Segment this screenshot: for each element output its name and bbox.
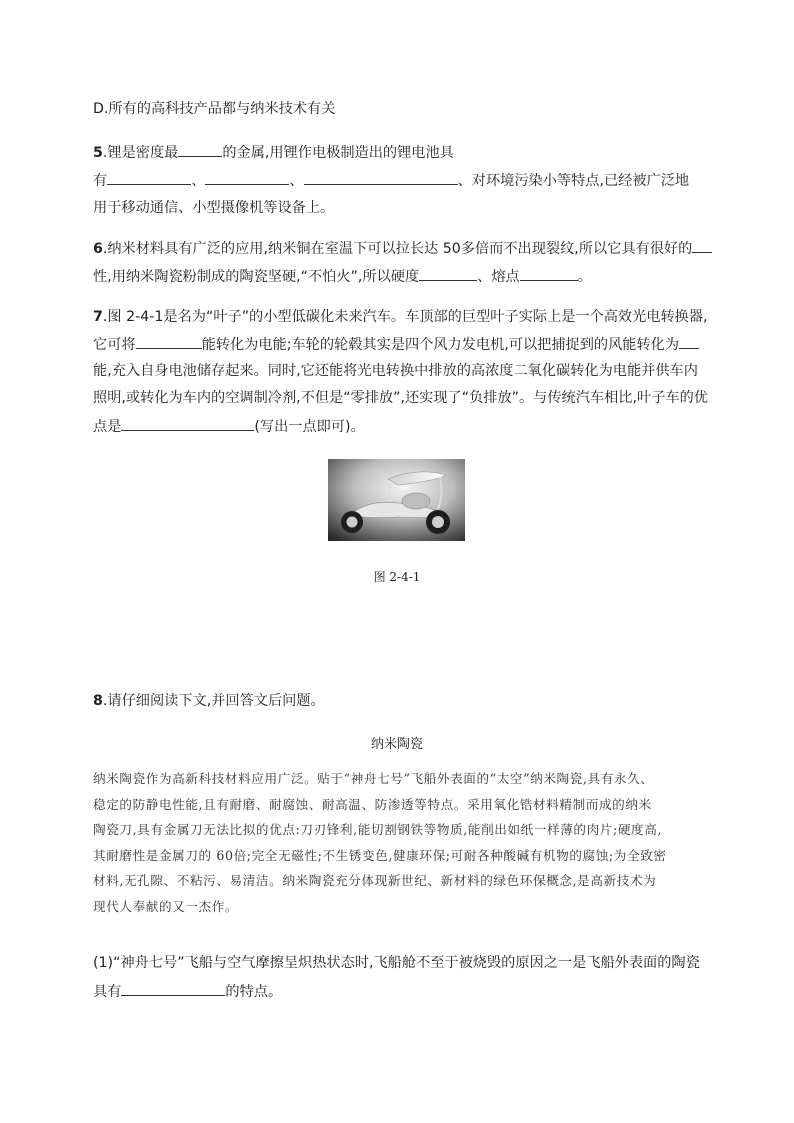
article-line: 陶瓷刀,具有金属刀无法比拟的优点:刀刃锋利,能切割钢铁等物质,能削出如纸一样薄的肉片;硬度高,	[93, 822, 663, 837]
q5-line-1	[93, 142, 454, 163]
q5-line-3: 用于移动通信、小型摄像机等设备上。	[93, 200, 335, 216]
q7-line-1	[93, 307, 708, 327]
q5-blank-3[interactable]	[205, 170, 289, 185]
q7-text-b: 它可将	[93, 337, 136, 353]
q5-text-b: 的金属,用锂作电极制造出的锂电池具	[222, 145, 454, 161]
figure-caption: 图 2-4-1	[373, 570, 421, 584]
q8-sub1-blank[interactable]	[121, 981, 225, 996]
q7-text-c: 能转化为电能;车轮的轮毂其实是四个风力发电机,可以把捕捉到的风能转化为	[201, 337, 680, 353]
q6-blank-2[interactable]	[419, 266, 477, 281]
q7-line-4: 照明,或转化为车内的空调制冷剂,不但是“零排放”,还实现了“负排放”。与传统汽车相比,叶子车的优	[93, 390, 708, 406]
q4-option-d: D.所有的高科技产品都与纳米技术有关	[93, 101, 336, 117]
q6-number: 6	[93, 241, 103, 257]
article-line: 其耐磨性是金属刀的 60倍;完全无磁性;不生锈变色,健康环保;可耐各种酸碱有机物的腐蚀;为全致密	[93, 847, 667, 863]
article-line: 纳米陶瓷作为高新科技材料应用广泛。贴于“神舟七号”飞船外表面的“太空”纳米陶瓷,具有永久、	[93, 771, 654, 786]
q8-sub1-text-b: 的特点。	[225, 984, 283, 1000]
article-line: 现代人奉献的又一杰作。	[93, 898, 239, 914]
q7-number: 7	[93, 309, 103, 325]
article-line: 稳定的防静电性能,且有耐磨、耐腐蚀、耐高温、防渗透等特点。采用氧化锆材料精制而成的纳米	[93, 796, 652, 812]
q5-sep-2: 、	[289, 173, 304, 189]
article-body	[93, 766, 705, 919]
q6-text-a: .纳米材料具有广泛的应用,纳米铜在室温下可以拉长达 50多倍而不出现裂纹,所以它具有很好的	[102, 241, 693, 257]
q8-number: 8	[93, 693, 103, 709]
q7-text-e: (写出一点即可)。	[254, 419, 365, 435]
q7-line-3: 能,充入自身电池储存起来。同时,它还能将光电转换中排放的高浓度二氧化碳转化为电能并供车内	[93, 363, 698, 379]
q5-blank-4[interactable]	[304, 170, 458, 185]
q7-line-2	[93, 334, 699, 355]
q6-text-c: 、熔点	[477, 269, 520, 285]
q8-sub1-line-2	[93, 981, 282, 1002]
q6-blank-1[interactable]	[692, 238, 712, 253]
q5-text-d: 、对环境污染小等特点,已经被广泛地	[457, 173, 690, 189]
q8-sub1-text-a: 具有	[93, 984, 122, 1000]
q6-line-1	[93, 238, 712, 259]
q5-blank-1[interactable]	[178, 142, 222, 157]
q7-text-a: .图 2-4-1是名为“叶子”的小型低碳化未来汽车。车顶部的巨型叶子实际上是一个高效光电转换器,	[102, 309, 708, 325]
q7-blank-3[interactable]	[121, 416, 254, 431]
q5-text-a: .锂是密度最	[102, 145, 179, 161]
article-line: 材料,无孔隙、不粘污、易清洁。纳米陶瓷充分体现新世纪、新材料的绿色环保概念,是高新技术为	[93, 873, 657, 888]
q6-text-b: 性,用纳米陶瓷粉制成的陶瓷坚硬,“不怕火”,所以硬度	[93, 269, 420, 285]
q7-blank-2[interactable]	[679, 334, 699, 349]
q8-text: .请仔细阅读下文,并回答文后问题。	[102, 693, 325, 709]
article-title: 纳米陶瓷	[370, 737, 423, 752]
q5-blank-2[interactable]	[107, 170, 191, 185]
q5-sep-1: 、	[191, 173, 206, 189]
q5-text-c: 有	[93, 173, 108, 189]
q5-line-2	[93, 170, 689, 191]
q6-line-2	[93, 266, 592, 287]
q6-text-d: 。	[577, 269, 592, 285]
q8-sub1-line-1: (1)“神舟七号”飞船与空气摩擦呈炽热状态时,飞船舱不至于被烧毁的原因之一是飞船外表面的陶瓷	[93, 955, 700, 971]
q7-text-d: 点是	[93, 419, 122, 435]
leaf-car-photo	[328, 459, 465, 541]
q7-blank-1[interactable]	[136, 334, 202, 349]
q5-number: 5	[93, 145, 103, 161]
q7-line-5	[93, 416, 365, 437]
q6-blank-3[interactable]	[520, 266, 578, 281]
q8-intro	[93, 691, 325, 711]
